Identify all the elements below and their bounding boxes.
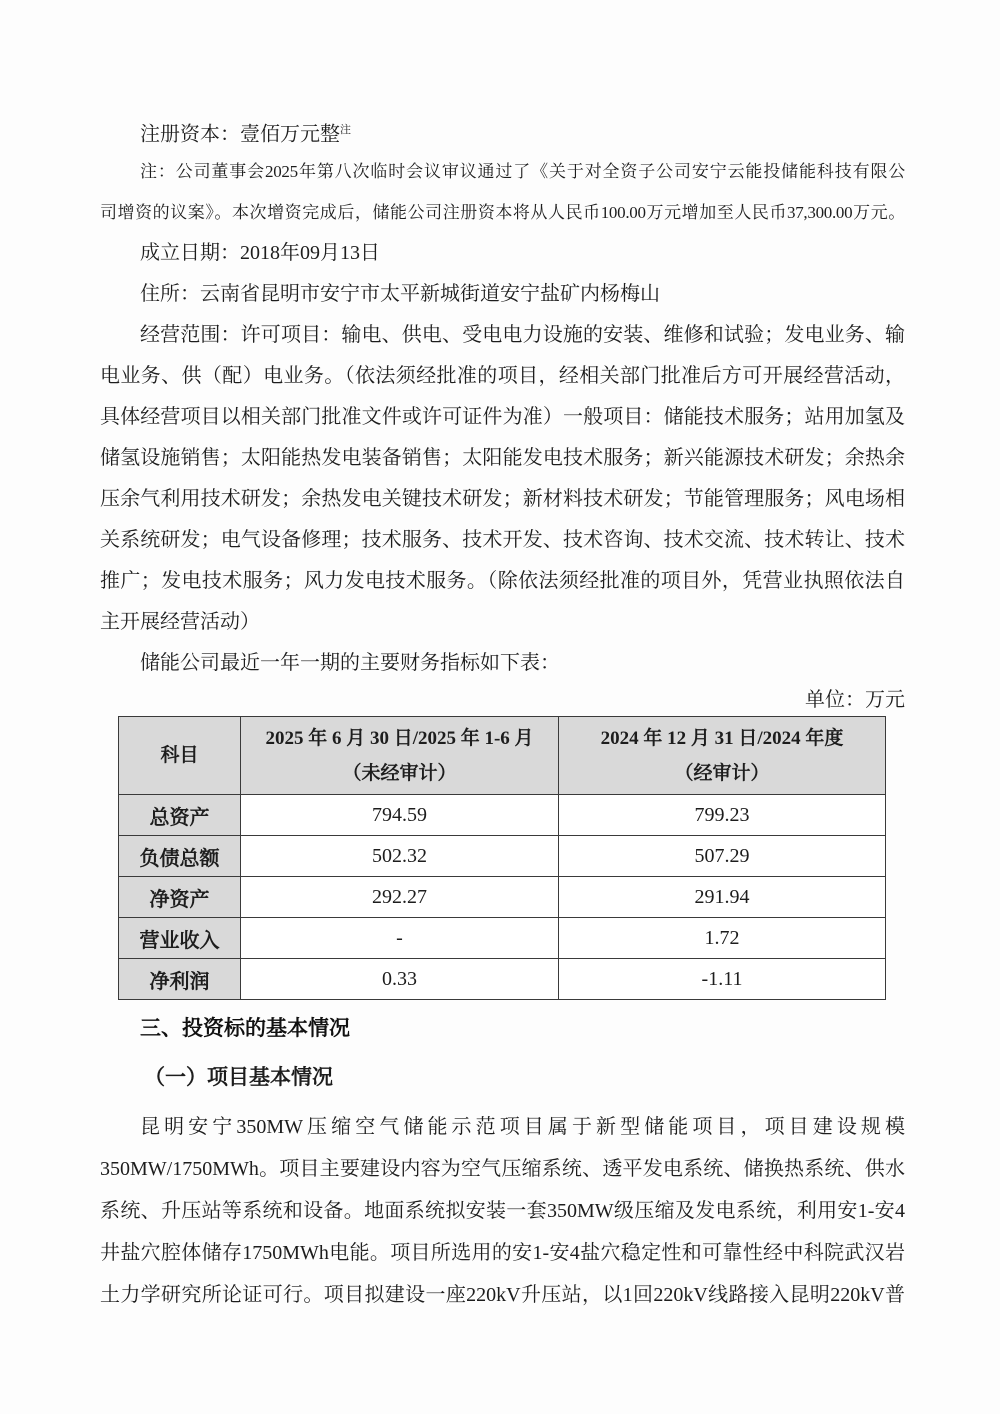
row-value-2025: 502.32 [241,836,559,877]
financial-table [118,716,886,1000]
row-value-2025: 794.59 [241,795,559,836]
note-line: 注：公司董事会2025年第八次临时会议审议通过了《关于对全资子公司安宁云能投储能科技有限公 [140,162,905,181]
header-2024-period: 2024 年 12 月 31 日/2024 年度 [600,727,844,749]
business-scope-line: 电业务、供（配）电业务。（依法须经批准的项目，经相关部门批准后方可开展经营活动， [100,365,905,387]
header-item-label: 科目 [160,745,199,766]
row-value-2024: 799.23 [559,795,886,836]
table-row [119,836,886,877]
business-scope-line: 储氢设施销售；太阳能热发电装备销售；太阳能发电技术服务；新兴能源技术研发；余热余 [100,447,905,469]
project-line: 土力学研究所论证可行。项目拟建设一座220kV升压站，以1回220kV线路接入昆明220kV普 [100,1284,905,1306]
row-value-2025: 0.33 [241,959,559,1000]
header-cell-2025 [241,717,559,795]
project-paragraph [100,1106,905,1316]
row-value-2025: - [241,918,559,959]
header-2024-audit-status: （经审计） [674,762,770,784]
header-2025-period: 2025 年 6 月 30 日/2025 年 1-6 月 [265,727,534,749]
row-value-2024: 507.29 [559,836,886,877]
row-value-2024: 1.72 [559,918,886,959]
business-scope-line: 压余气利用技术研发；余热发电关键技术研发；新材料技术研发；节能管理服务；风电场相 [100,488,905,510]
header-cell-2024 [559,717,886,795]
table-row [119,795,886,836]
row-label: 营业收入 [119,918,241,959]
business-scope-line: 关系统研发；电气设备修理；技术服务、技术开发、技术咨询、技术交流、技术转让、技术 [100,529,905,551]
row-label: 负债总额 [119,836,241,877]
table-row [119,877,886,918]
registered-capital-text: 注册资本：壹佰万元整 [140,123,340,146]
row-value-2024: -1.11 [559,959,886,1000]
project-line: 昆明安宁350MW压缩空气储能示范项目属于新型储能项目，项目建设规模 [140,1116,905,1138]
project-line: 350MW/1750MWh。项目主要建设内容为空气压缩系统、透平发电系统、储换热系统、供水 [100,1158,905,1180]
business-scope-line: 主开展经营活动） [100,611,260,633]
project-line: 井盐穴腔体储存1750MWh电能。项目所选用的安1-安4盐穴稳定性和可靠性经中科院武汉岩 [100,1242,905,1264]
row-label: 净利润 [119,959,241,1000]
business-scope-line: 具体经营项目以相关部门批准文件或许可证件为准）一般项目：储能技术服务；站用加氢及 [100,406,905,428]
address-line: 住所：云南省昆明市安宁市太平新城街道安宁盐矿内杨梅山 [140,283,660,305]
establish-date-line: 成立日期：2018年09月13日 [140,242,380,264]
table-intro-line: 储能公司最近一年一期的主要财务指标如下表： [140,652,560,674]
registered-capital-line [100,110,905,151]
row-label: 净资产 [119,877,241,918]
row-value-2025: 292.27 [241,877,559,918]
table-unit-label: 单位：万元 [805,689,905,711]
business-scope-line: 经营范围：许可项目：输电、供电、受电电力设施的安装、维修和试验；发电业务、输 [140,324,905,346]
document-content [100,110,905,1316]
table-header-row [119,717,886,795]
section-heading: 三、投资标的基本情况 [140,1017,350,1040]
project-line: 系统、升压站等系统和设备。地面系统拟安装一套350MW级压缩及发电系统，利用安1-安4 [100,1200,905,1222]
table-row [119,918,886,959]
business-scope-line: 推广；发电技术服务；风力发电技术服务。（除依法须经批准的项目外，凭营业执照依法自 [100,570,905,592]
row-value-2024: 291.94 [559,877,886,918]
table-row [119,959,886,1000]
subsection-heading: （一）项目基本情况 [144,1065,333,1089]
note-superscript: 注 [340,124,351,136]
header-cell-item [119,717,241,795]
row-label: 总资产 [119,795,241,836]
note-line: 司增资的议案》。本次增资完成后，储能公司注册资本将从人民币100.00万元增加至人民币37,300.00万元。 [100,203,905,222]
header-2025-audit-status: （未经审计） [342,762,457,784]
